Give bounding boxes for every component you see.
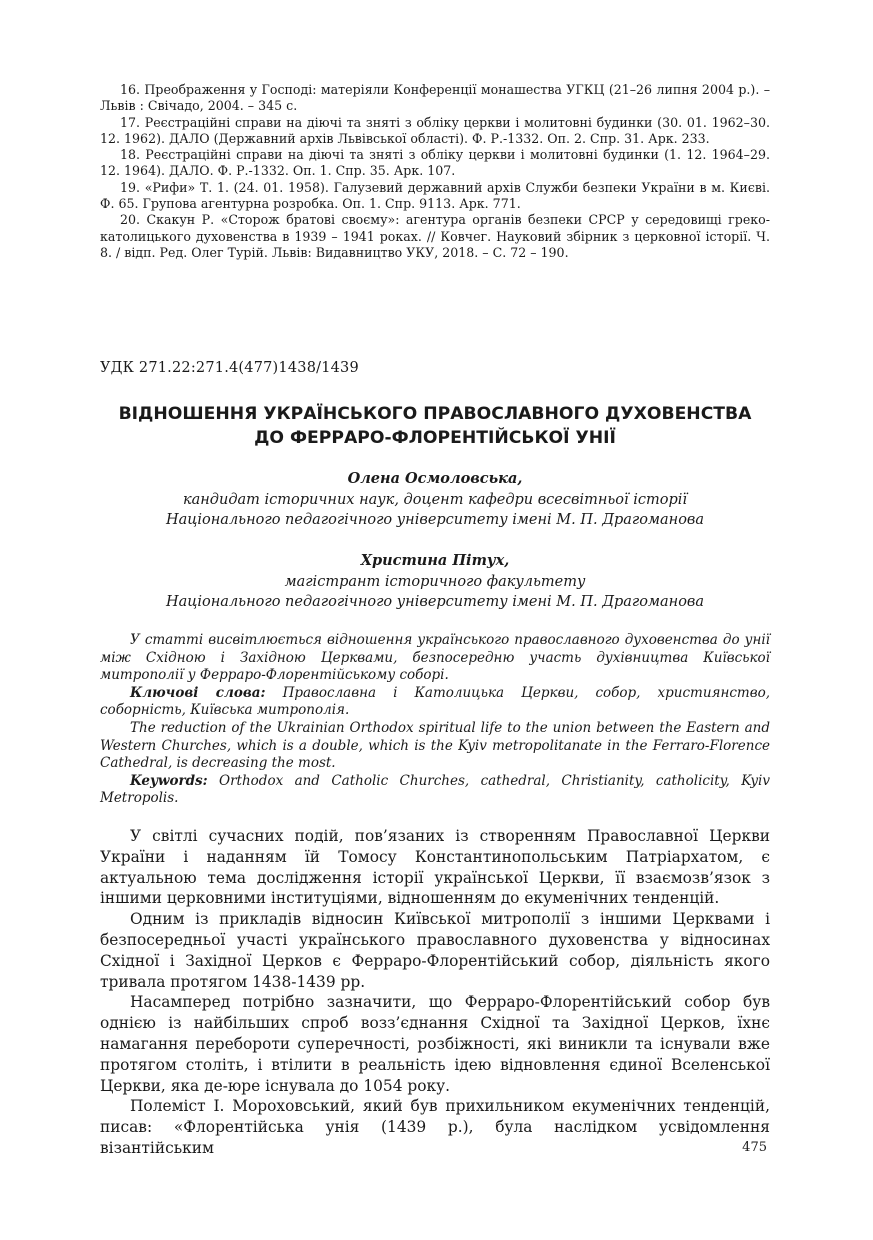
author-position: магістрант історичного факультету	[284, 573, 586, 590]
abstract	[100, 632, 770, 808]
author-name: Олена Осмоловська,	[347, 470, 523, 487]
keywords-label: Keywords:	[130, 772, 208, 789]
reference-item: 20. Скакун Р. «Сторож братові своєму»: агентура органів безпеки СРСР у середовищі греко-католицького духовенства в 1939 – 1941 роках. // Ковчег. Науковий збірник з церковної історії. Ч. 8. / відп. Ред. Олег Турій. Львів: Видавництво УКУ, 2018. – С. 72 – 190.	[100, 212, 770, 260]
page-number: 475	[742, 1140, 767, 1155]
abstract-uk: У статті висвітлюється відношення українського православного духовенства до унії між Східною і Західною Церквами, безпосередню участь духівництва Київської митрополії у Ферраро-Флорентійському соборі.	[100, 632, 770, 684]
udk-code: УДК 271.22:271.4(477)1438/1439	[100, 360, 359, 376]
title-line: ВІДНОШЕННЯ УКРАЇНСЬКОГО ПРАВОСЛАВНОГО ДУХОВЕНСТВА	[118, 404, 752, 424]
keywords-text: Orthodox and Catholic Churches, cathedral, Christianity, catholicity, Kyiv Metropolis.	[100, 772, 770, 807]
keywords-en	[100, 773, 770, 808]
body-paragraph: У світлі сучасних подій, пов’язаних із створенням Православної Церкви України і наданням їй Томосу Константинопольським Патріархатом, є актуальною тема дослідження історії української Церкви, її взаємозв’язок з іншими церковними інституціями, відношенням до екуменічних тенденцій.	[100, 827, 770, 908]
keywords-text: Православна і Католицька Церкви, собор, християнство, соборність, Київська митрополія.	[100, 684, 771, 719]
reference-item: 16. Преображення у Господі: матеріяли Конференції монашества УГКЦ (21–26 липня 2004 р.). – Львів : Свічадо, 2004. – 345 с.	[100, 82, 770, 114]
article-body	[100, 826, 770, 1159]
reference-item: 19. «Рифи» Т. 1. (24. 01. 1958). Галузевий державний архів Служби безпеки України в м. Києві. Ф. 65. Групова агентурна розробка. Оп. 1. Спр. 9113. Арк. 771.	[100, 179, 770, 212]
author-affiliation: Національного педагогічного університету імені М. П. Драгоманова	[165, 594, 705, 610]
author-block	[100, 469, 770, 531]
body-paragraph: Насамперед потрібно зазначити, що Ферраро-Флорентійський собор був однією із найбільших спроб возз’єднання Східної та Західної Церков, їхнє намагання перебороти суперечності, розбіжності, які виникли та існували вже протягом століть, і втілити в реальність ідею відновлення єдиної Вселенської Церкви, яка де-юре існувала до 1054 року.	[100, 993, 770, 1095]
author-affiliation: Національного педагогічного університету імені М. П. Драгоманова	[165, 512, 705, 528]
abstract-en: The reduction of the Ukrainian Orthodox spiritual life to the union between the Eastern and Western Churches, which is a double, which is the Kyiv metropolitanate in the Ferraro-Florence Cathedral, is decreasing the most.	[100, 719, 770, 772]
title-line: ДО ФЕРРАРО-ФЛОРЕНТІЙСЬКОЇ УНІЇ	[254, 428, 616, 448]
author-block	[100, 551, 770, 613]
keywords-uk	[100, 685, 770, 720]
article-title	[100, 402, 770, 450]
reference-item: 17. Реєстраційні справи на діючі та зняті з обліку церкви і молитовні будинки (30. 01. 1962–30. 12. 1962). ДАЛО (Державний архів Львівської області). Ф. Р.-1332. Оп. 2. Спр. 31. Арк. 233.	[100, 114, 770, 146]
author-position: кандидат історичних наук, доцент кафедри всесвітньої історії	[182, 491, 688, 508]
body-paragraph: Одним із прикладів відносин Київської митрополії з іншими Церквами і безпосередньої участі українського православного духовенства у відносинах Східної і Західної Церков є Ферраро-Флорентійський собор, діяльність якого тривала протягом 1438-1439 рр.	[100, 910, 770, 991]
author-name: Христина Пітух,	[360, 552, 510, 569]
keywords-label: Ключові слова:	[130, 684, 266, 701]
reference-list	[100, 82, 770, 261]
reference-item: 18. Реєстраційні справи на діючі та зняті з обліку церкви і молитовні будинки (1. 12. 1964–29. 12. 1964). ДАЛО. Ф. Р.-1332. Оп. 1. Спр. 35. Арк. 107.	[100, 147, 770, 179]
body-paragraph: Полеміст І. Мороховський, який був прихильником екуменічних тенденцій, писав: «Флорентійська унія (1439 р.), була наслідком усвідомлення візантійським	[100, 1097, 770, 1157]
